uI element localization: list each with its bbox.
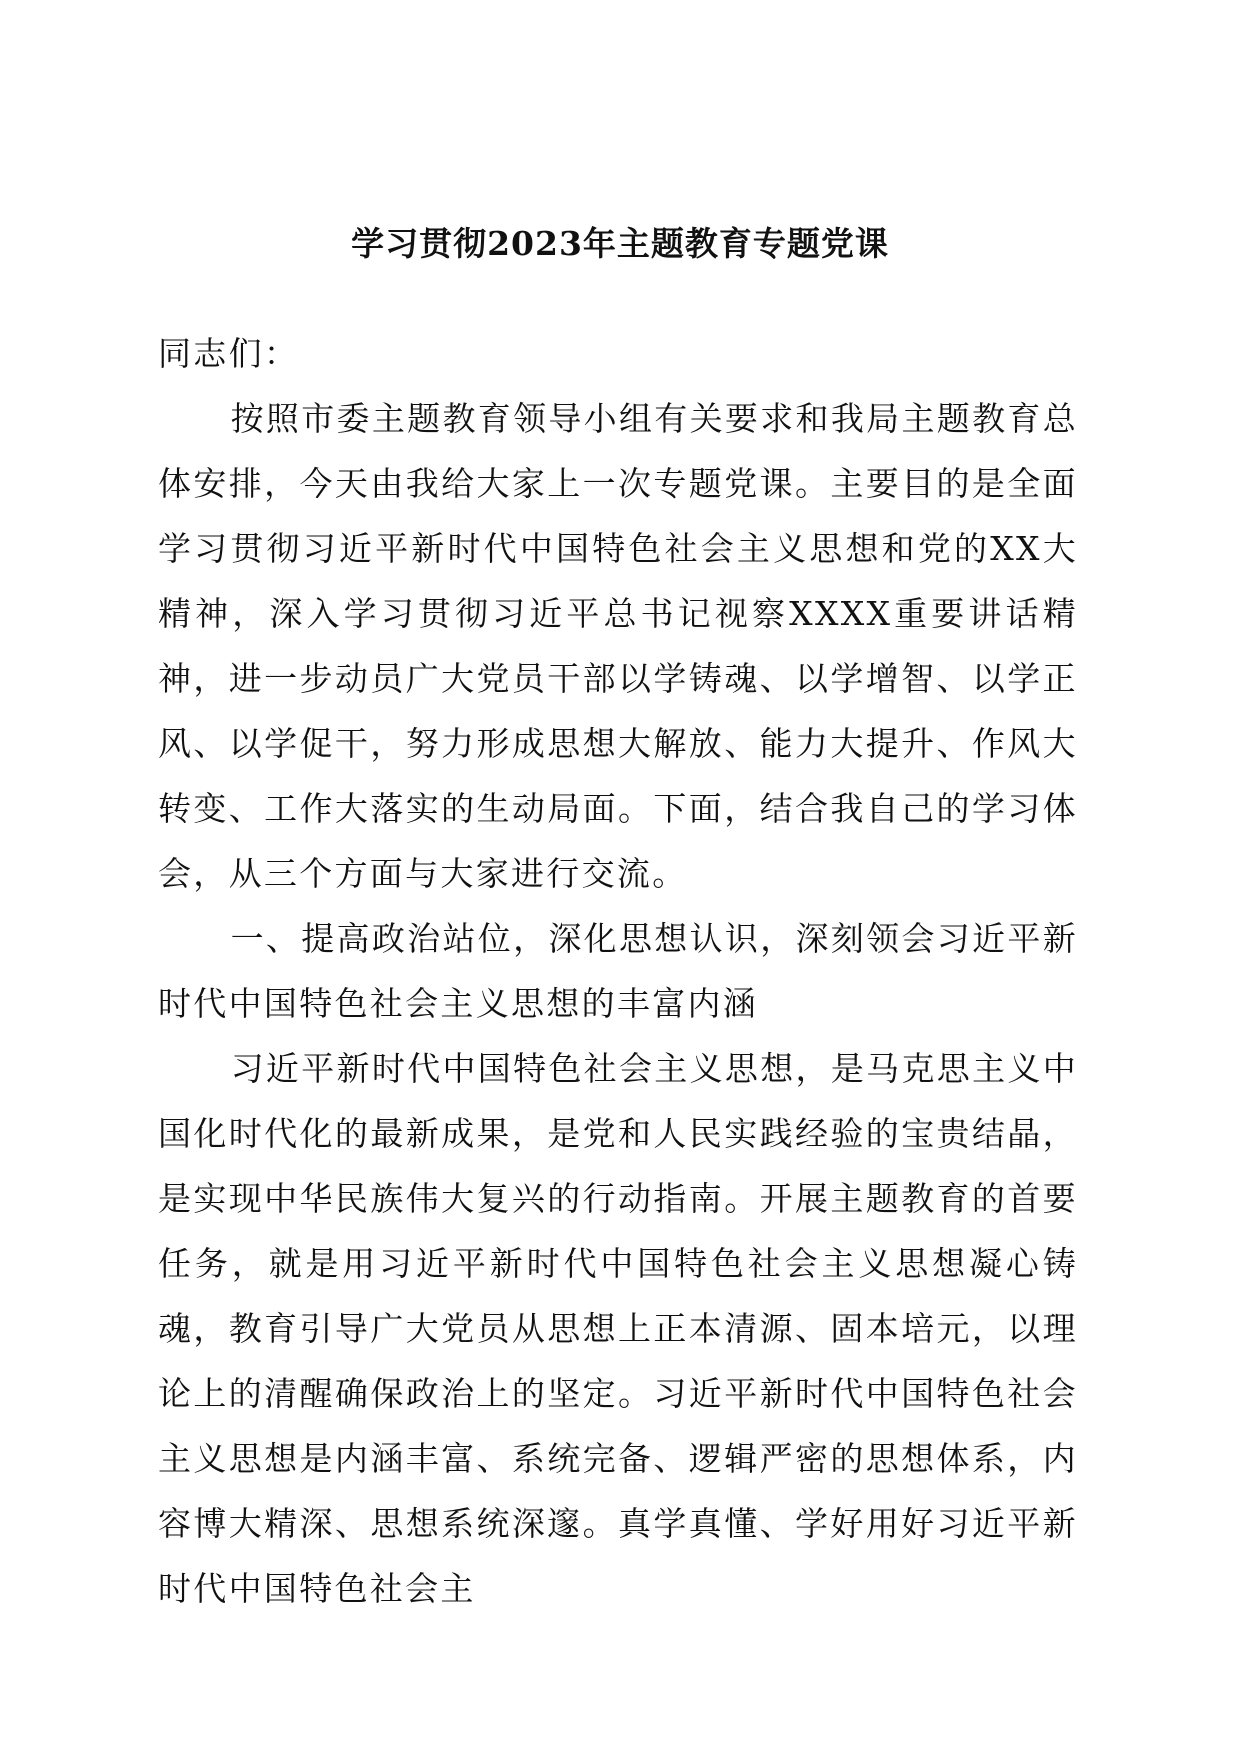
document-body <box>158 321 1078 1621</box>
paragraph-section-1: 习近平新时代中国特色社会主义思想，是马克思主义中国化时代化的最新成果，是党和人民实践经验的宝贵结晶，是实现中华民族伟大复兴的行动指南。开展主题教育的首要任务，就是用习近平新时代中国特色社会主义思想凝心铸魂，教育引导广大党员从思想上正本清源、固本培元，以理论上的清醒确保政治上的坚定。习近平新时代中国特色社会主义思想是内涵丰富、系统完备、逻辑严密的思想体系，内容博大精深、思想系统深邃。真学真懂、学好用好习近平新时代中国特色社会主 <box>158 1049 1078 1608</box>
salutation: 同志们： <box>158 334 300 373</box>
paragraph-intro: 按照市委主题教育领导小组有关要求和我局主题教育总体安排，今天由我给大家上一次专题党课。主要目的是全面学习贯彻习近平新时代中国特色社会主义思想和党的XX大精神，深入学习贯彻习近平总书记视察XXXX重要讲话精神，进一步动员广大党员干部以学铸魂、以学增智、以学正风、以学促干，努力形成思想大解放、能力大提升、作风大转变、工作大落实的生动局面。下面，结合我自己的学习体会，从三个方面与大家进行交流。 <box>158 399 1078 893</box>
document-title: 学习贯彻2023年主题教育专题党课 <box>351 224 889 263</box>
section-heading-1: 一、提高政治站位，深化思想认识，深刻领会习近平新时代中国特色社会主义思想的丰富内涵 <box>158 919 1078 1023</box>
